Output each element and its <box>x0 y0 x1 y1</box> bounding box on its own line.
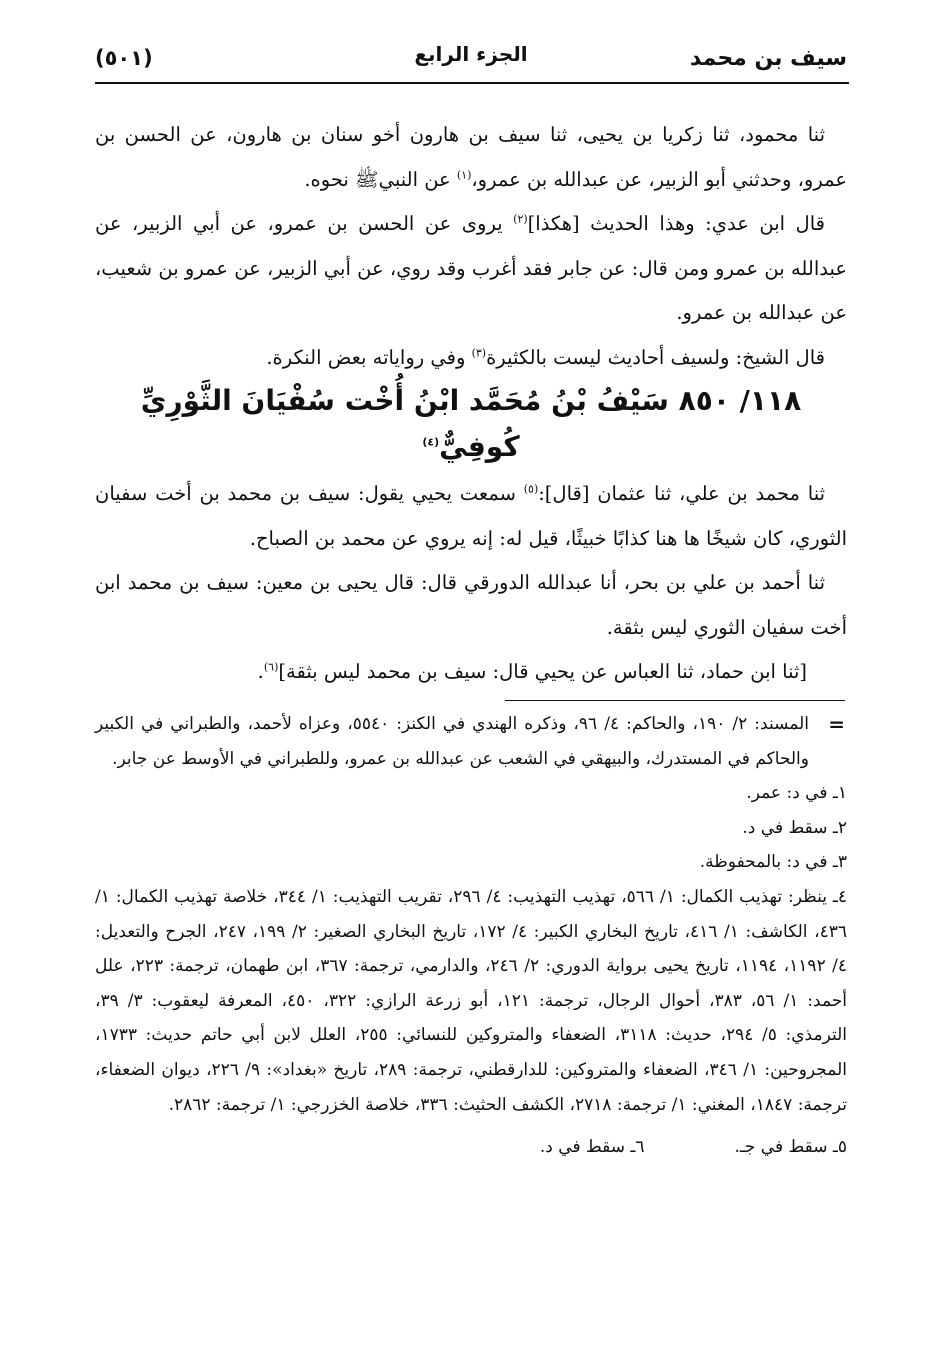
footnote-1: ١ـ في د: عمر. <box>746 783 847 804</box>
footnote-ref-6: (٦) <box>263 660 279 674</box>
footnote-2: ٢ـ سقط في د. <box>742 817 847 838</box>
paragraph-1: ثنا محمود، ثنا زكريا بن يحيى، ثنا سيف بن هارون أخو سنان بن هارون، عن الحسن بن عمرو، وحدثني أبو الزبير، عن عبدالله بن عمرو،$^{(١)}$ عن النبيﷺ نحوه. <box>95 123 847 191</box>
paragraph-5: ثنا أحمد بن علي بن بحر، أنا عبدالله الدورقي قال: قال يحيى بن معين: سيف بن محمد ابن أخت سفيان الثوري ليس بثقة. <box>95 571 847 639</box>
footnote-last-row <box>95 1130 847 1165</box>
page-number: (٥٠١) <box>95 46 153 70</box>
header-rule <box>95 82 849 84</box>
running-head-name: سيف بن محمد <box>689 45 847 71</box>
entry-title: ١١٨/ ٨٥٠ سَيْفُ بْنُ مُحَمَّد ابْنُ أُخْت سُفْيَانَ الثَّوْرِيِّ كُوفِيٌّ$^{(٤)}$ <box>140 384 802 463</box>
footnote-3: ٣ـ في د: بالمحفوظة. <box>699 852 847 873</box>
footnotes <box>95 707 847 1165</box>
footnote-4: ٤ـ ينظر: تهذيب الكمال: ١/ ٥٦٦، تهذيب التهذيب: ٤/ ٢٩٦، تقريب التهذيب: ١/ ٣٤٤، خلاصة تهذيب الكمال: ١/ ٤٣٦، الكاشف: ١/ ٤١٦، تاريخ البخاري الكبير: ٤/ ١٧٢، تاريخ البخاري الصغير: ٢/ ١٩٩، ٢٤٧، الجرح والتعديل: ٤/ ١١٩٢، ١١٩٤، تاريخ يحيى برواية الدوري: ٢/ ٢٤٦، والدارمي، ترجمة: ٣٦٧، ابن طهمان، ترجمة: ٢٢٣، علل أحمد: ١/ ٥٦، ٣٨٣، أحوال الرجال، ترجمة: ١٢١، أبو زرعة الرازي: ٣٢٢، ٤٥٠، المعرفة ليعقوب: ٣/ ٣٩، الترمذي: ٥/ ٢٩٤، حديث: ٣١١٨، الضعفاء والمتروكين للنسائي: ٢٥٥، العلل لابن أبي حاتم حديث: ١٧٣٣، المجروحين: ١/ ٣٤٦، الضعفاء والمتروكين: للدارقطني، ترجمة: ٢٨٩، تاريخ «بغداد»: ٩/ ٢٢٦، ديوان الضعفاء، ترجمة: ١٨٤٧، المغني: ١/ ترجمة: ٢٧١٨، الكشف الحثيث: ٣٣٦، خلاصة الخزرجي: ١/ ترجمة: ٢٨٦٢. <box>95 886 848 1115</box>
footnote-ref-5: (٥) <box>523 482 539 496</box>
footnote-5: ٥ـ سقط في جـ. <box>734 1137 847 1158</box>
footnote-ref-4: (٤) <box>422 435 440 449</box>
footnote-ref-3: (٣) <box>471 346 487 359</box>
page-header <box>95 38 847 78</box>
paragraph-6: [ثنا ابن حماد، ثنا العباس عن يحيي قال: سيف بن محمد ليس بثقة]$^{(٦)}$. <box>257 660 807 683</box>
footnote-separator <box>505 700 845 701</box>
footnote-ref-2: (٢) <box>513 212 528 226</box>
paragraph-4: ثنا محمد بن علي، ثنا عثمان [قال]:$^{(٥)}$ سمعت يحيي يقول: سيف بن محمد بن أخت سفيان الثوري، كان شيخًا ها هنا كذابًا خبيثًا، قيل له: إنه يروي عن محمد بن الصباح. <box>95 482 847 550</box>
footnote-ref-1: (١) <box>456 168 472 181</box>
main-text <box>95 113 847 695</box>
footnote-continuation: = المسند: ٢/ ١٩٠، والحاكم: ٤/ ٩٦، وذكره الهندي في الكنز: ٥٥٤٠، وعزاه لأحمد، والطبراني في الكبير والحاكم في المستدرك، والبيهقي في الشعب عن عبدالله بن عمرو، وللطبراني في الأوسط عن جابر. <box>95 707 847 776</box>
paragraph-3: قال الشيخ: ولسيف أحاديث ليست بالكثيرة$^{(٣)}$ وفي رواياته بعض النكرة. <box>266 345 825 369</box>
footnote-6: ٦ـ سقط في د. <box>539 1137 645 1158</box>
continuation-mark: = <box>828 712 845 736</box>
paragraph-2: قال ابن عدي: وهذا الحديث [هكذا]$^{(٢)}$ يروى عن الحسن بن عمرو، عن أبي الزبير، عن عبدالله بن عمرو ومن قال: عن جابر فقد أغرب وقد روي، عن أبي الزبير، عن عمرو بن شعيب، عن عبدالله بن عمرو. <box>95 212 847 324</box>
running-head-volume: الجزء الرابع <box>414 42 528 66</box>
